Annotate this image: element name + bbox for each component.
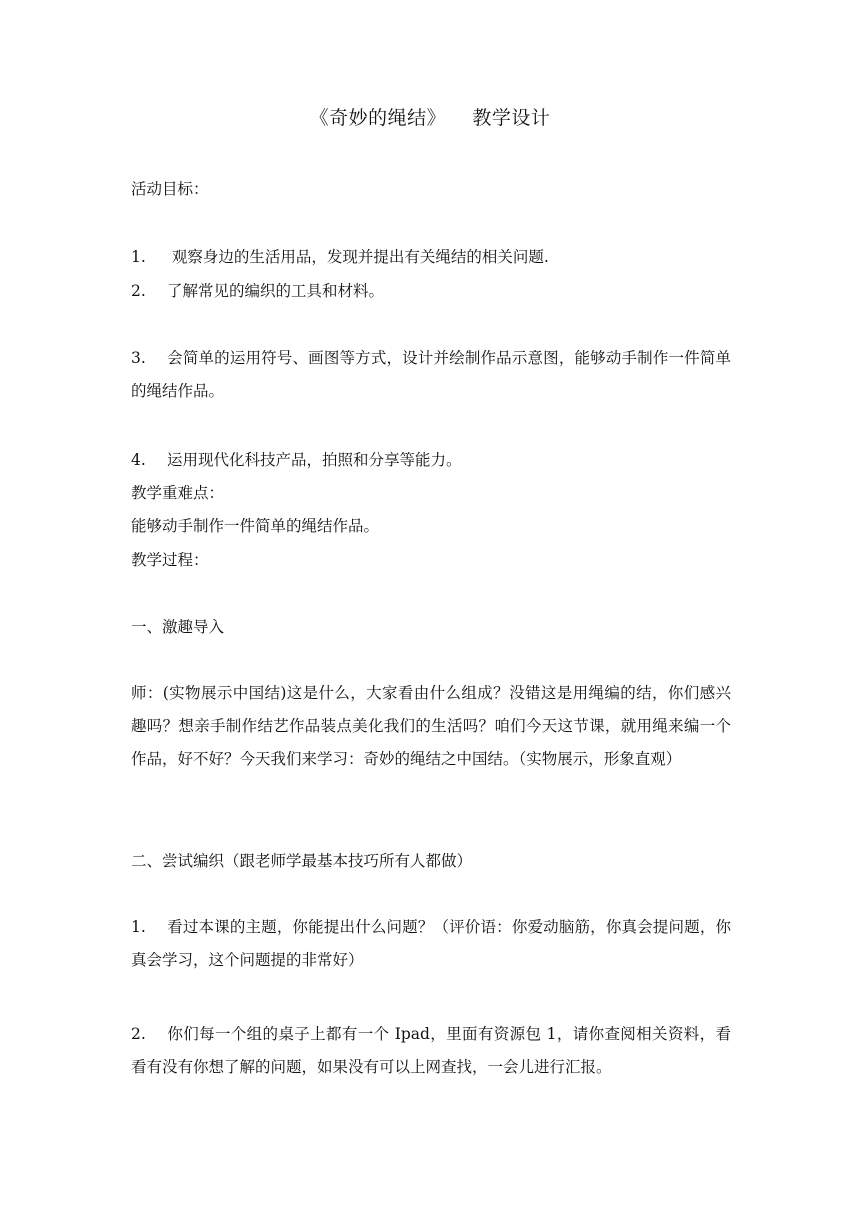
section1-text: 师：(实物展示中国结)这是什么，大家看由什么组成？没错这是用绳编的结，你们感兴趣吗？想亲手制作结艺作品装点美化我们的生活吗？咱们今天这节课，就用绳来编一个作品，好不好？今天我们来学习：奇妙的绳结之中国结。（实物展示，形象直观） <box>131 684 731 768</box>
section2-item-text: 看过本课的主题，你能提出什么问题？（评价语：你爱动脑筋，你真会提问题，你真会学习，这个问题提的非常好） <box>131 918 731 969</box>
objective-item-4 <box>131 449 462 471</box>
section2-item-1 <box>131 911 731 977</box>
objectives-heading: 活动目标： <box>131 180 209 198</box>
objective-number: 1. <box>131 248 146 266</box>
objective-text: 了解常见的编织的工具和材料。 <box>167 282 385 300</box>
objective-item-2 <box>131 280 384 302</box>
objective-number: 4. <box>131 451 146 469</box>
document-title: 《奇妙的绳结》 教学设计 <box>309 107 551 129</box>
objective-text: 观察身边的生活用品，发现并提出有关绳结的相关问题. <box>167 248 549 266</box>
objective-item-3 <box>131 342 731 408</box>
key-points-heading: 教学重难点： <box>131 484 225 502</box>
key-points-text: 能够动手制作一件简单的绳结作品。 <box>131 517 380 535</box>
objective-text: 会简单的运用符号、画图等方式，设计并绘制作品示意图，能够动手制作一件简单的绳结作品。 <box>131 349 731 400</box>
process-heading: 教学过程： <box>131 551 209 569</box>
section2-heading: 二、尝试编织（跟老师学最基本技巧所有人都做） <box>131 852 473 870</box>
section2-item-text: 你们每一个组的桌子上都有一个 Ipad，里面有资源包 1，请你查阅相关资料，看看有没有你想了解的问题，如果没有可以上网查找，一会儿进行汇报。 <box>131 1025 731 1076</box>
objective-number: 3. <box>131 349 146 367</box>
objective-item-1 <box>131 246 549 268</box>
section2-item-number: 1. <box>131 918 146 936</box>
section1-heading: 一、激趣导入 <box>131 618 225 636</box>
objective-number: 2. <box>131 282 146 300</box>
objective-text: 运用现代化科技产品，拍照和分享等能力。 <box>167 451 462 469</box>
section2-item-number: 2. <box>131 1025 146 1043</box>
section2-item-2 <box>131 1018 731 1084</box>
